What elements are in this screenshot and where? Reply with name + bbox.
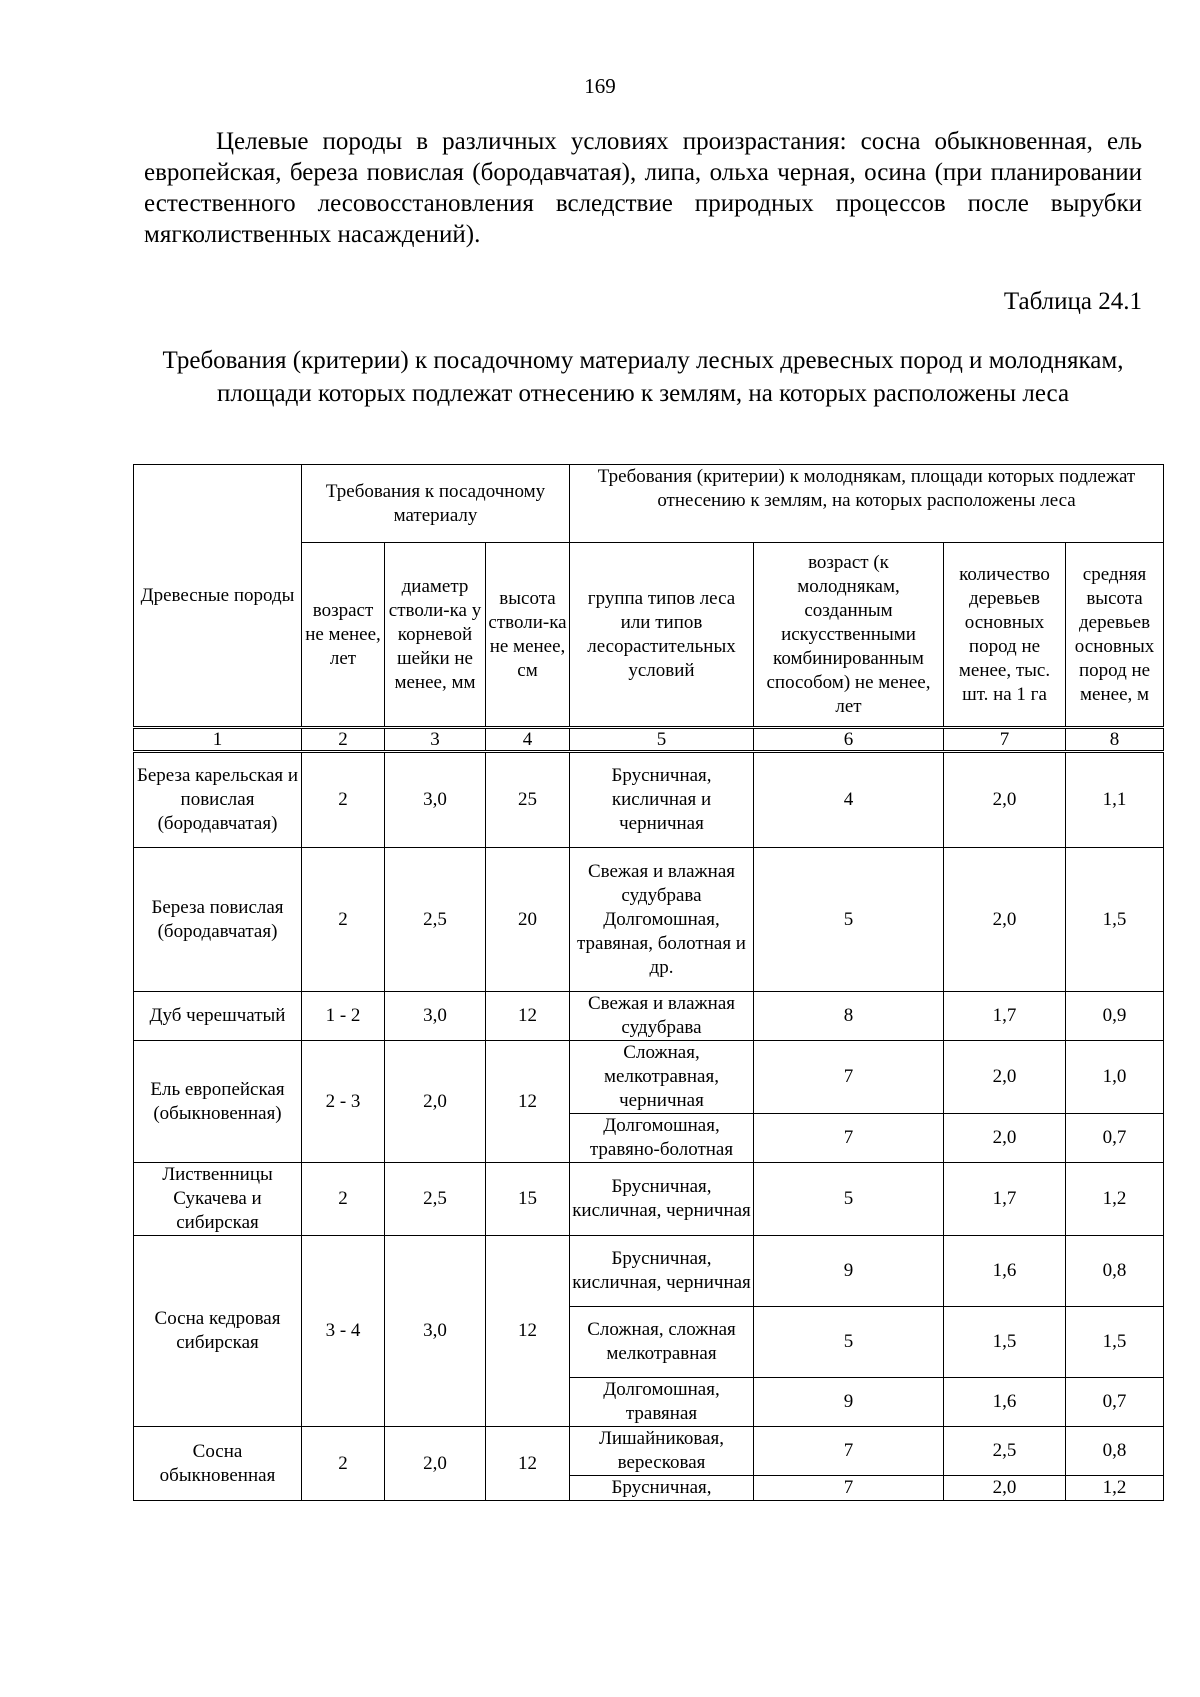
header-avg-height: средняя высота деревьев основных пород не менее, м (1066, 543, 1164, 728)
header-tree-count: количество деревьев основных пород не менее, тыс. шт. на 1 га (944, 543, 1066, 728)
column-numbers (134, 728, 1164, 752)
height-cell: 12 (486, 1427, 570, 1501)
species-cell: Береза карельская и повислая (бородавчатая) (134, 752, 302, 848)
tree-count-cell: 1,7 (944, 1163, 1066, 1236)
height-cell: 12 (486, 992, 570, 1041)
young-age-cell: 4 (754, 752, 944, 848)
avg-height-cell: 1,2 (1066, 1476, 1164, 1501)
tree-count-cell: 1,5 (944, 1307, 1066, 1378)
diameter-cell: 2,0 (385, 1041, 486, 1163)
table-header (134, 465, 1164, 728)
young-age-cell: 7 (754, 1041, 944, 1114)
column-number: 7 (944, 728, 1066, 752)
forest-type-cell: Свежая и влажная судубрава (570, 992, 754, 1041)
young-age-cell: 8 (754, 992, 944, 1041)
tree-count-cell: 2,0 (944, 1041, 1066, 1114)
header-height: высота стволи-ка не менее, см (486, 543, 570, 728)
species-cell: Сосна обыкновенная (134, 1427, 302, 1501)
young-age-cell: 7 (754, 1427, 944, 1476)
column-number: 1 (134, 728, 302, 752)
avg-height-cell: 0,8 (1066, 1427, 1164, 1476)
table-body (134, 752, 1164, 1501)
tree-count-cell: 2,5 (944, 1427, 1066, 1476)
forest-type-cell: Брусничная, кисличная, черничная (570, 1236, 754, 1307)
column-number: 4 (486, 728, 570, 752)
height-cell: 25 (486, 752, 570, 848)
tree-count-cell: 1,7 (944, 992, 1066, 1041)
column-number: 5 (570, 728, 754, 752)
table-row (134, 848, 1164, 992)
tree-count-cell: 2,0 (944, 752, 1066, 848)
header-young-group: Требования (критерии) к молоднякам, площади которых подлежат отнесению к землям, на которых расположены леса (570, 465, 1164, 543)
tree-count-cell: 1,6 (944, 1236, 1066, 1307)
table-row (134, 1427, 1164, 1476)
height-cell: 20 (486, 848, 570, 992)
table-row (134, 1041, 1164, 1114)
header-planting-group: Требования к посадочному материалу (302, 465, 570, 543)
column-number: 3 (385, 728, 486, 752)
avg-height-cell: 1,5 (1066, 848, 1164, 992)
diameter-cell: 3,0 (385, 992, 486, 1041)
forest-type-cell: Сложная, мелкотравная, черничная (570, 1041, 754, 1114)
age-cell: 2 (302, 848, 385, 992)
young-age-cell: 5 (754, 1307, 944, 1378)
young-age-cell: 5 (754, 848, 944, 992)
species-cell: Ель европейская (обыкновенная) (134, 1041, 302, 1163)
young-age-cell: 7 (754, 1476, 944, 1501)
forest-type-cell: Долгомошная, травяно-болотная (570, 1114, 754, 1163)
diameter-cell: 2,5 (385, 1163, 486, 1236)
header-forest-type: группа типов леса или типов лесорастительных условий (570, 543, 754, 728)
intro-text: Целевые породы в различных условиях произрастания: сосна обыкновенная, ель европейская, береза повислая (бородавчатая), липа, ольха черная, осина (при планировании естественного лесовосстановления вследствие природных процессов после вырубки мягколиственных насаждений). (144, 128, 1142, 248)
requirements-table (133, 464, 1164, 1501)
avg-height-cell: 0,7 (1066, 1378, 1164, 1427)
age-cell: 2 (302, 752, 385, 848)
header-age: возраст не менее, лет (302, 543, 385, 728)
tree-count-cell: 1,6 (944, 1378, 1066, 1427)
tree-count-cell: 2,0 (944, 848, 1066, 992)
forest-type-cell: Сложная, сложная мелкотравная (570, 1307, 754, 1378)
column-number: 6 (754, 728, 944, 752)
table-row (134, 752, 1164, 848)
forest-type-cell: Свежая и влажная судубрава Долгомошная, травяная, болотная и др. (570, 848, 754, 992)
species-cell: Лиственницы Сукачева и сибирская (134, 1163, 302, 1236)
header-species: Древесные породы (134, 465, 302, 728)
avg-height-cell: 1,2 (1066, 1163, 1164, 1236)
diameter-cell: 2,5 (385, 848, 486, 992)
age-cell: 2 (302, 1163, 385, 1236)
diameter-cell: 3,0 (385, 752, 486, 848)
forest-type-cell: Лишайниковая, вересковая (570, 1427, 754, 1476)
table-label: Таблица 24.1 (1003, 288, 1142, 315)
height-cell: 15 (486, 1163, 570, 1236)
age-cell: 2 - 3 (302, 1041, 385, 1163)
species-cell: Дуб черешчатый (134, 992, 302, 1041)
diameter-cell: 2,0 (385, 1427, 486, 1501)
young-age-cell: 5 (754, 1163, 944, 1236)
age-cell: 3 - 4 (302, 1236, 385, 1427)
young-age-cell: 7 (754, 1114, 944, 1163)
diameter-cell: 3,0 (385, 1236, 486, 1427)
height-cell: 12 (486, 1041, 570, 1163)
forest-type-cell: Брусничная, (570, 1476, 754, 1501)
table-row (134, 992, 1164, 1041)
forest-type-cell: Брусничная, кисличная и черничная (570, 752, 754, 848)
forest-type-cell: Брусничная, кисличная, черничная (570, 1163, 754, 1236)
species-cell: Береза повислая (бородавчатая) (134, 848, 302, 992)
avg-height-cell: 1,0 (1066, 1041, 1164, 1114)
table-row (134, 1163, 1164, 1236)
table-row (134, 1236, 1164, 1307)
tree-count-cell: 2,0 (944, 1114, 1066, 1163)
column-number: 8 (1066, 728, 1164, 752)
tree-count-cell: 2,0 (944, 1476, 1066, 1501)
intro-paragraph (144, 126, 1142, 250)
young-age-cell: 9 (754, 1236, 944, 1307)
table-title: Требования (критерии) к посадочному материалу лесных древесных пород и молоднякам, площади которых подлежат отнесению к землям, на которых расположены леса (162, 347, 1124, 407)
age-cell: 2 (302, 1427, 385, 1501)
page-number: 169 (584, 74, 616, 98)
avg-height-cell: 0,7 (1066, 1114, 1164, 1163)
column-number: 2 (302, 728, 385, 752)
avg-height-cell: 1,1 (1066, 752, 1164, 848)
species-cell: Сосна кедровая сибирская (134, 1236, 302, 1427)
avg-height-cell: 0,8 (1066, 1236, 1164, 1307)
young-age-cell: 9 (754, 1378, 944, 1427)
avg-height-cell: 0,9 (1066, 992, 1164, 1041)
age-cell: 1 - 2 (302, 992, 385, 1041)
header-young-age: возраст (к молоднякам, созданным искусственными комбинированным способом) не менее, лет (754, 543, 944, 728)
height-cell: 12 (486, 1236, 570, 1427)
avg-height-cell: 1,5 (1066, 1307, 1164, 1378)
header-diameter: диаметр стволи-ка у корневой шейки не менее, мм (385, 543, 486, 728)
forest-type-cell: Долгомошная, травяная (570, 1378, 754, 1427)
